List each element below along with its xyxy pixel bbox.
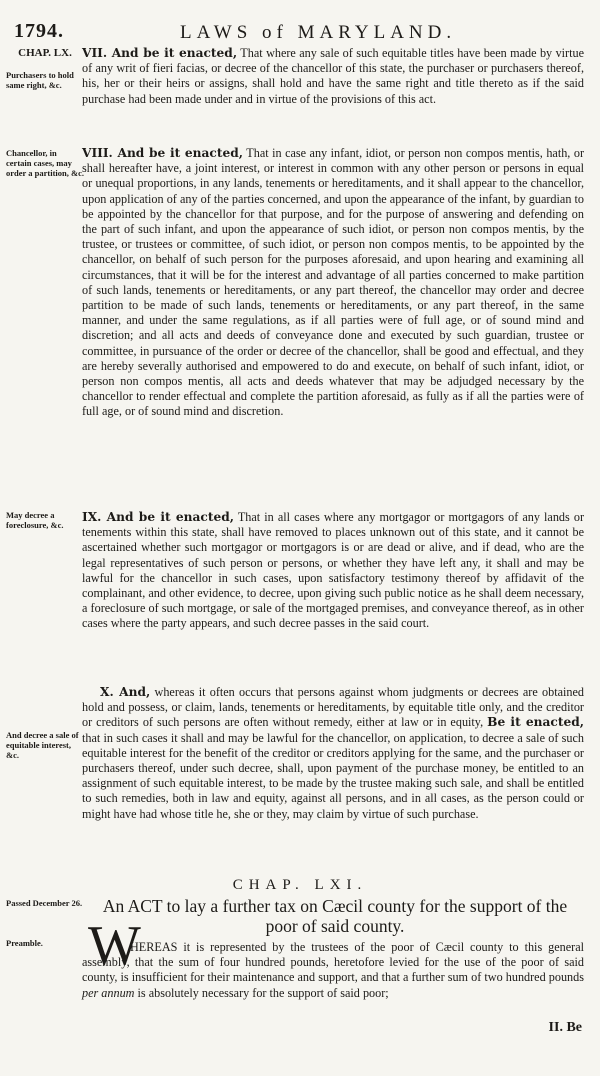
preamble-rest: is absolutely necessary for the support of said poor; [137, 985, 389, 1000]
section-text: That in all cases where any mortgagor or mortgagors of any lands or tenements within this state, shall have removed to places unknown out of this state, and it cannot be ascertained whether such mortgagor or mortgagors is or are dead or alive, and if dead, who are the legal representatives of such person or persons, or whether they have left any, it shall and may be lawful for the chancellor in such cases, upon satisfactory testimony thereof by affidavit of the complainant, and other evidence, to decree, upon giving such public notice as he shall deem necessary, a foreclosure of such mortgage, or sale of the mortgaged premises, and conveyance thereof, as in other cases where the party appears, and such decree passes in the said court. [82, 510, 585, 631]
act-title: An ACT to lay a further tax on Cæcil county for the support of the poor of said county. [102, 896, 568, 936]
section-text-a: whereas it often occurs that persons against whom judgments or decrees are obtained hold and possess, or claim, lands, tenements or hereditaments, by equitable title only, and the creditor or creditors of such persons are often without remedy, either at law or in equity, [82, 685, 585, 730]
page-year: 1794. [14, 20, 64, 42]
section-10 [82, 685, 584, 822]
page-header [0, 14, 600, 44]
section-7 [82, 46, 584, 107]
margin-chapter: CHAP. LX. [18, 47, 72, 59]
preamble-first: HEREAS it is represented by the trustees of the poor of Cæcil county to this general assembly, that the sum of four hundred pounds, heretofore levied for the use of the poor of said county, is insufficient for their maintenance and support, and that a further sum of two hundred pounds [82, 940, 584, 985]
section-enact: Be it enacted, [487, 715, 584, 730]
section-9 [82, 510, 584, 632]
running-title: LAWS of MARYLAND. [180, 22, 457, 43]
drop-capital: W [88, 915, 141, 977]
section-text-b: that in such cases it shall and may be lawful for the chancellor, on application, to decree a sale of such equitable interest for the benefit of the creditor or creditors applying for the same, and the purchaser or purchasers thereof, under such decree, shall, upon payment of the purchase money, be entitled to an assignment of such equitable interest, to be made by the trustee making such sale, and shall be entitled to such remedies, both in law and equity, against all persons, and in all cases, as the person could or might have had whose title he, she or they, may claim by virtue of such purchase. [82, 730, 584, 821]
section-text: That where any sale of such equitable titles have been made by virtue of any writ of fieri facias, or decree of the chancellor of this state, the purchaser or purchasers thereof, his, her or their heirs or assigns, shall hold and have the same right and title thereto as if the said purchase had been made under and in virtue of the provisions of this act. [82, 46, 585, 106]
margin-note-foreclosure: May decree a foreclosure, &c. [6, 510, 64, 530]
section-lead: IX. And be it enacted, [82, 510, 234, 524]
section-lead: VII. And be it enacted, [82, 46, 238, 60]
section-lead: VIII. And be it enacted, [82, 146, 244, 160]
section-text: That in case any infant, idiot, or person non compos mentis, hath, or shall hereafter have, a joint interest, or interest in common with any other person or persons in equal or unequal proportions, in any lands, tenements or hereditaments, and it shall appear to the chancellor, upon application of any of the parties concerned, and upon the appearance of the infant, by guardian to be appointed by the chancellor for that purpose, and for the purpose of answering and defending on the part of such infant, and upon the appearance of such idiot, or person non compos mentis, by the trustee, or trustees or committee, of such idiot, or person non compos mentis, to be appointed by the chancellor, on behalf of such person for the purposes aforesaid, and upon hearing and examining all circumstances, that it will be for the interest and advantage of all parties concerned to make partition of such lands, tenements or hereditaments, or any part thereof, the chancellor may order and decree partition to be made of such lands, tenements or hereditaments, or any part thereof, in the same manner, and under the same regulations, as if all parties were of full age, or of sound mind and discretion; and all acts and deeds of conveyance done and executed by such guardian, trustee or committee, in pursuance of the order or decree of the chancellor, shall be good and effectual, and they are hereby severally authorised and empowered to do and execute, on behalf of such infant, idiot, or person non compos mentis, all acts and deeds whatever that may be adjudged necessary by the chancellor to render effectual and complete the partition aforesaid, as fully as if all the parties were of full age, or of sound mind and discretion. [82, 146, 585, 419]
preamble-text [82, 940, 584, 1001]
section-lead: X. And, [100, 685, 151, 699]
margin-note-chancellor: Chancellor, in certain cases, may order a partition, &c. [6, 148, 84, 178]
preamble-per-annum: per annum [82, 985, 135, 1000]
margin-note-sale: And decree a sale of equitable interest, &c. [6, 730, 79, 760]
chapter-heading: CHAP. LXI. [232, 877, 368, 893]
margin-note-passed: Passed December 26. [6, 898, 83, 908]
margin-note-purchasers: Purchasers to hold same right, &c. [6, 70, 74, 90]
margin-note-preamble: Preamble. [6, 938, 43, 948]
catchword: II. Be [548, 1020, 582, 1035]
section-8 [82, 146, 584, 420]
